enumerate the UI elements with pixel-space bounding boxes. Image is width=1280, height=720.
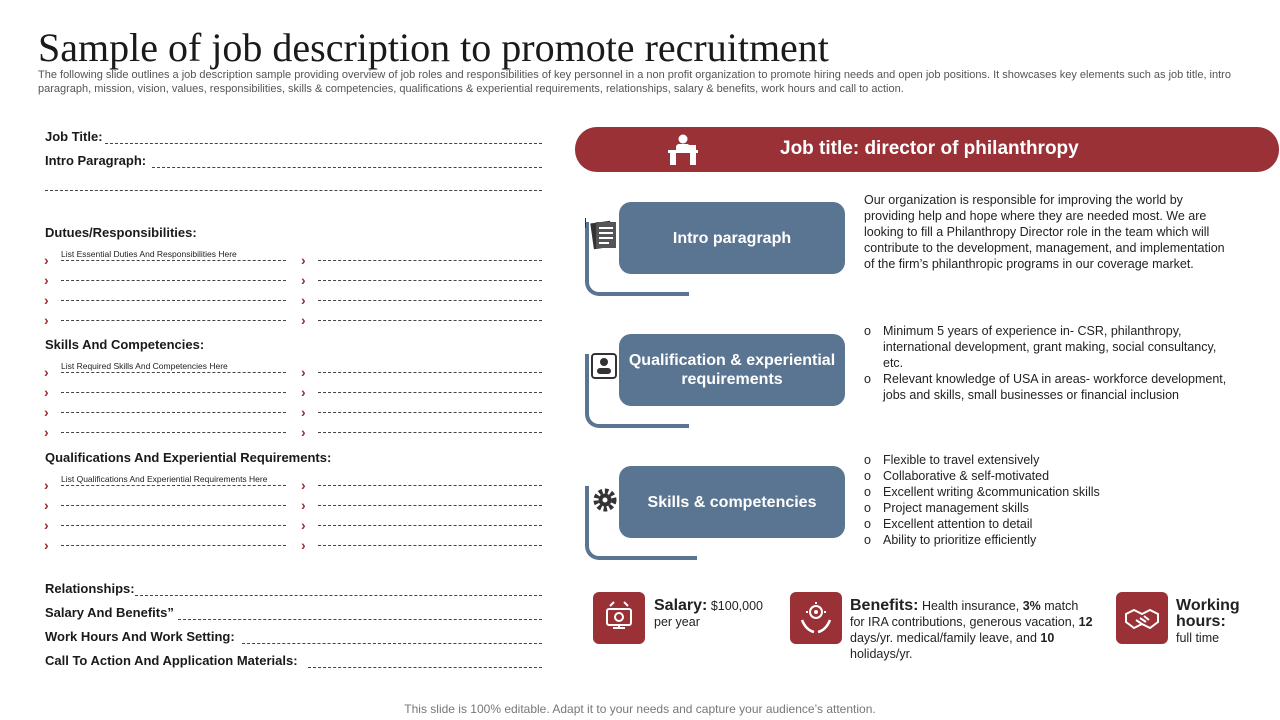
list-entry-line[interactable]	[318, 525, 542, 526]
footer-note: This slide is 100% editable. Adapt it to your needs and capture your audience’s attention.	[404, 702, 876, 716]
gear-icon	[591, 486, 619, 514]
list-entry-line[interactable]	[61, 392, 286, 393]
banner-title: Job title: director of philanthropy	[780, 138, 1079, 159]
salary-value: $100,000	[710, 599, 763, 613]
handshake-icon	[1116, 592, 1168, 644]
benefits-text: days/yr. medical/family leave, and	[850, 631, 1037, 645]
chevron-right-icon: ›	[301, 252, 306, 268]
chevron-right-icon: ›	[44, 477, 49, 493]
job-title-line[interactable]	[105, 143, 542, 144]
benefits-days: 12	[1078, 615, 1093, 629]
list-entry-line[interactable]	[61, 372, 286, 373]
list-entry-line[interactable]	[318, 300, 542, 301]
duties-hint: List Essential Duties And Responsibilities Here	[61, 249, 237, 259]
list-entry-line[interactable]	[61, 412, 286, 413]
salary-block	[654, 598, 779, 630]
call-to-action-line[interactable]	[308, 667, 542, 668]
chevron-right-icon: ›	[301, 424, 306, 440]
list-entry-line[interactable]	[61, 300, 286, 301]
skills-hint: List Required Skills And Competencies Here	[61, 361, 228, 371]
working-hours-label: Working hours:	[1176, 597, 1240, 630]
chevron-right-icon: ›	[301, 384, 306, 400]
working-hours-block	[1176, 598, 1272, 646]
care-hands-icon	[790, 592, 842, 644]
skill-item: o Flexible to travel extensively	[864, 452, 1234, 468]
qualification-pill-corner	[829, 338, 841, 390]
desk-worker-icon	[665, 131, 701, 167]
chevron-right-icon: ›	[44, 384, 49, 400]
list-entry-line[interactable]	[318, 392, 542, 393]
document-icon	[590, 218, 618, 252]
skill-item: o Ability to prioritize efficiently	[864, 532, 1234, 548]
benefits-text: Health insurance,	[921, 599, 1020, 613]
list-entry-line[interactable]	[61, 320, 286, 321]
intro-paragraph-line-2[interactable]	[45, 190, 542, 191]
chevron-right-icon: ›	[44, 272, 49, 288]
chevron-right-icon: ›	[44, 517, 49, 533]
benefits-holidays: 10	[1040, 631, 1055, 645]
page-subtitle: The following slide outlines a job description sample providing overview of job roles and responsibilities of key personnel in a non profit organization to promote hiring needs and open job positions. It showcases key elements such as job title, intro paragraph, mission, vision, values, responsibilities, skills & competencies, qualifications & experiential requirements, relationships, salary & benefits, work hours and call to action.	[38, 69, 1231, 95]
list-entry-line[interactable]	[318, 505, 542, 506]
chevron-right-icon: ›	[301, 364, 306, 380]
chevron-right-icon: ›	[44, 537, 49, 553]
skills-pill-corner	[829, 470, 841, 522]
relationships-line[interactable]	[135, 595, 542, 596]
call-to-action-label: Call To Action And Application Materials:	[45, 653, 298, 668]
list-entry-line[interactable]	[318, 372, 542, 373]
chevron-right-icon: ›	[44, 424, 49, 440]
chevron-right-icon: ›	[301, 312, 306, 328]
working-hours-value: full time	[1176, 631, 1220, 645]
benefits-text: match for IRA contributions, generous vacation,	[850, 599, 1079, 629]
skills-pill: Skills & competencies	[619, 466, 845, 538]
list-entry-line[interactable]	[318, 545, 542, 546]
skills-list	[864, 452, 1234, 548]
skills-label: Skills And Competencies:	[45, 337, 205, 352]
work-hours-label: Work Hours And Work Setting:	[45, 629, 235, 644]
skill-item: o Excellent writing &communication skills	[864, 484, 1234, 500]
qualifications-label: Qualifications And Experiential Requirements:	[45, 450, 332, 465]
list-entry-line[interactable]	[61, 485, 286, 486]
benefits-text: holidays/yr.	[850, 647, 913, 661]
intro-pill-corner	[829, 206, 841, 258]
page-title: Sample of job description to promote recruitment	[38, 25, 829, 70]
salary-benefits-label: Salary And Benefits”	[45, 605, 174, 620]
chevron-right-icon: ›	[44, 312, 49, 328]
chevron-right-icon: ›	[44, 364, 49, 380]
list-entry-line[interactable]	[318, 485, 542, 486]
duties-label: Dutues/Responsibilities:	[45, 225, 197, 240]
list-entry-line[interactable]	[61, 260, 286, 261]
salary-icon	[593, 592, 645, 644]
chevron-right-icon: ›	[301, 537, 306, 553]
list-entry-line[interactable]	[61, 505, 286, 506]
chevron-right-icon: ›	[44, 252, 49, 268]
intro-paragraph-pill: Intro paragraph	[619, 202, 845, 274]
list-entry-line[interactable]	[318, 260, 542, 261]
list-entry-line[interactable]	[318, 432, 542, 433]
chevron-right-icon: ›	[44, 292, 49, 308]
qualification-item: o Minimum 5 years of experience in- CSR, philanthropy, international development, grant making, social consultancy, etc.	[864, 323, 1234, 371]
qualification-item: o Relevant knowledge of USA in areas- workforce development, jobs and skills, small businesses or financial inclusion	[864, 371, 1234, 403]
qualification-pill: Qualification & experiential requirements	[619, 334, 845, 406]
benefits-pct: 3%	[1022, 599, 1041, 613]
skill-item: o Excellent attention to detail	[864, 516, 1234, 532]
benefits-block	[850, 598, 1095, 662]
list-entry-line[interactable]	[318, 320, 542, 321]
benefits-label: Benefits:	[850, 597, 919, 614]
chevron-right-icon: ›	[301, 404, 306, 420]
skill-item: o Project management skills	[864, 500, 1234, 516]
salary-benefits-line[interactable]	[178, 619, 542, 620]
relationships-label: Relationships:	[45, 581, 135, 596]
qualification-list	[864, 323, 1234, 403]
intro-bracket-top	[585, 218, 586, 228]
qualifications-hint: List Qualifications And Experiential Requirements Here	[61, 474, 268, 484]
list-entry-line[interactable]	[318, 412, 542, 413]
list-entry-line[interactable]	[61, 545, 286, 546]
salary-label: Salary:	[654, 597, 708, 614]
chevron-right-icon: ›	[301, 497, 306, 513]
salary-period: per year	[654, 615, 700, 629]
skill-item: o Collaborative & self-motivated	[864, 468, 1234, 484]
list-entry-line[interactable]	[318, 280, 542, 281]
chevron-right-icon: ›	[301, 292, 306, 308]
chevron-right-icon: ›	[301, 477, 306, 493]
intro-paragraph-text: Our organization is responsible for improving the world by providing help and hope where they are needed most. We are looking to fill a Philanthropy Director role in the team which will contribute to the development, management, and implementation of the firm’s philanthropic programs in our coverage market.	[864, 193, 1225, 271]
chevron-right-icon: ›	[44, 497, 49, 513]
chevron-right-icon: ›	[301, 517, 306, 533]
id-card-icon	[590, 352, 618, 380]
chevron-right-icon: ›	[301, 272, 306, 288]
intro-paragraph-label: Intro Paragraph:	[45, 153, 147, 168]
list-entry-line[interactable]	[61, 432, 286, 433]
job-title-label: Job Title:	[45, 129, 103, 144]
intro-paragraph-line[interactable]	[152, 167, 542, 168]
chevron-right-icon: ›	[44, 404, 49, 420]
list-entry-line[interactable]	[61, 280, 286, 281]
work-hours-line[interactable]	[242, 643, 542, 644]
list-entry-line[interactable]	[61, 525, 286, 526]
